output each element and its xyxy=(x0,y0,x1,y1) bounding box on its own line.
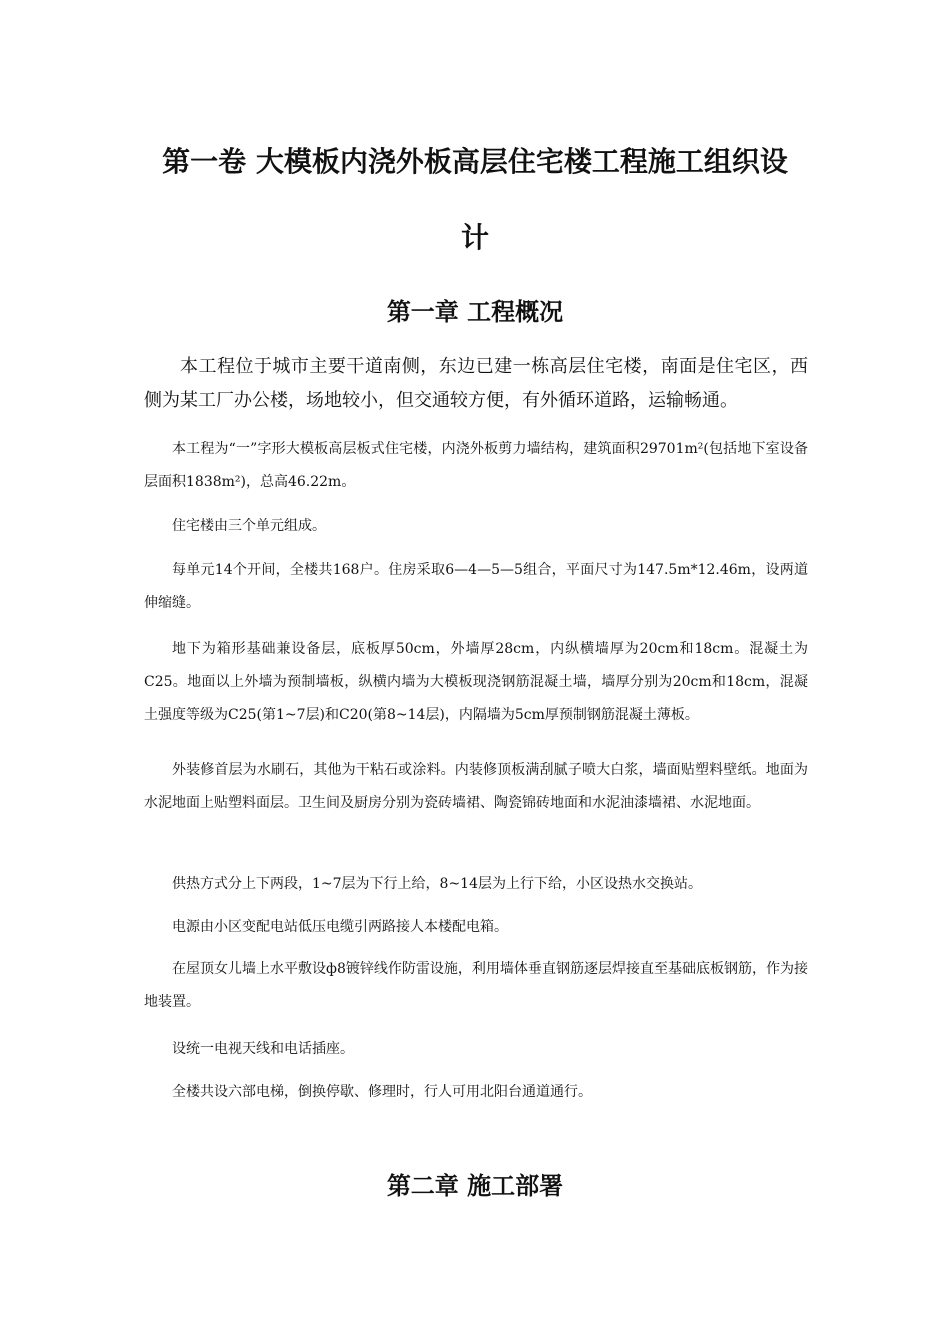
intro-paragraph: 本工程位于城市主要干道南侧，东边已建一栋高层住宅楼，南面是住宅区，西侧为某工厂办公楼，场地较小，但交通较方便，有外循环道路，运输畅通。 xyxy=(144,356,808,411)
paragraph-units: 住宅楼由三个单元组成。 xyxy=(172,518,326,534)
chapter-2-heading: 第二章 施工部署 xyxy=(386,1172,564,1200)
paragraph-building-overview: 本工程为“一”字形大模板高层板式住宅楼，内浇外板剪力墙结构，建筑面积29701m²(包括地下室设备层面积1838m²)，总高46.22m。 xyxy=(144,441,808,490)
paragraph-heating: 供热方式分上下两段，1~7层为下行上给，8~14层为上行下给，小区设热水交换站。 xyxy=(172,876,702,892)
paragraph-tv-phone: 设统一电视天线和电话插座。 xyxy=(172,1041,354,1057)
paragraph-finishes: 外装修首层为水刷石，其他为干粘石或涂料。内装修顶板满刮腻子喷大白浆，墙面贴塑料壁纸。地面为水泥地面上贴塑料面层。卫生间及厨房分别为瓷砖墙裙、陶瓷锦砖地面和水泥油漆墙裙、水泥地面。 xyxy=(144,762,808,811)
chapter-1-heading: 第一章 工程概况 xyxy=(386,298,564,326)
volume-title-line-2: 计 xyxy=(460,221,489,254)
paragraph-lightning-protection: 在屋顶女儿墙上水平敷设ф8镀锌线作防雷设施，利用墙体垂直钢筋逐层焊接直至基础底板钢筋，作为接地装置。 xyxy=(144,961,808,1010)
paragraph-layout: 每单元14个开间，全楼共168户。住房采取6—4—5—5组合，平面尺寸为147.5m*12.46m，设两道伸缩缝。 xyxy=(144,562,808,611)
volume-title-line-1: 第一卷 大模板内浇外板高层住宅楼工程施工组织设 xyxy=(162,145,788,178)
paragraph-power: 电源由小区变配电站低压电缆引两路接人本楼配电箱。 xyxy=(172,919,508,935)
paragraph-structure: 地下为箱形基础兼设备层，底板厚50cm，外墙厚28cm，内纵横墙厚为20cm和18cm。混凝土为C25。地面以上外墙为预制墙板，纵横内墙为大模板现浇钢筋混凝土墙，墙厚分别为20cm和18cm，混凝土强度等级为C25(第1~7层)和C20(第8~14层)，内隔墙为5cm厚预制钢筋混凝土薄板。 xyxy=(144,641,808,723)
paragraph-elevators: 全楼共设六部电梯，倒换停歇、修理时，行人可用北阳台通道通行。 xyxy=(172,1084,592,1100)
